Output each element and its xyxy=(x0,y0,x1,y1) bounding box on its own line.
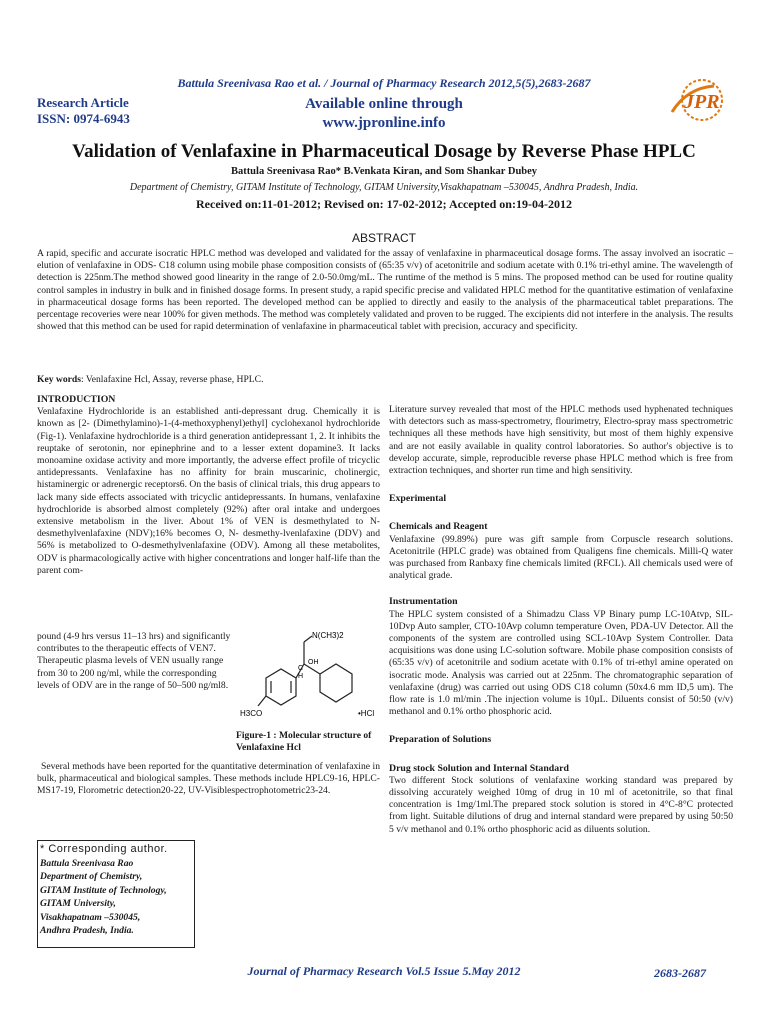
instrumentation-paragraph: The HPLC system consisted of a Shimadzu Class VP Binary pump LC-10Atvp, SIL-10Dvp Auto sampler, CTO-10Avp column temperature Oven, PDA-UV Detector. All the components of the system are controlled using SCL-10Avp System Controller. Data acquisitions was done using LC-solution software. Mobile phase composition consists of (65:35 v/v) of acetonitrile and sodium acetate with 0.1% of tri-ethyl amine operated on isocratic mode. Analysis was carried out at 225nm. The chromatographic separation of venlafaxine (drug) was carried out using ODS C18 column (50x4.6 mm ID,5 um). The flow rate is 1.0 ml/min .The injection volume is 10µL. Diluents consist of 50:50 (v/v) methanol and 0.1% ortho phosphoric acid. xyxy=(389,608,733,718)
methods-review-paragraph: Several methods have been reported for the quantitative determination of venlafaxine in bulk, pharmaceutical and biological samples. These methods include HPLC9-16, HPLC-MS17-19, Florometric detection20-22, UV-Visiblespectrophotometric23-24. xyxy=(37,761,380,797)
corr-line: GITAM Institute of Technology, xyxy=(40,884,167,896)
abstract-text: A rapid, specific and accurate isocratic HPLC method was developed and validated for the assay of venlafaxine in pharmaceutical dosage forms. The assay involved an isocratic – elution of venlafaxine in ODS- C18 column using mobile phase composition consists of (65:35 v/v) of acetonitrile and sodium acetate with 0.1% tri-ethyl amine. The wavelength of detection is 225nm.The method showed good linearity in the range of 2.0-50.0mg/mL. The runtime of the method is 5 mins. The proposed method can be used for routine quality control samples in industry in bulk and in finished dosage forms. In present study, a rapid specific precise and validated HPLC method for the quantitative estimation of venlafaxine in pharmaceutical dosage forms has been reported. The developed method can be applied to directly and easily to the analysis of the pharmaceutical tablet preparations. The percentage recoveries were near 100% for given methods. The method was completely validated and proven to be rugged. The excipients did not interfere in the analysis. The results showed that this method can be used for rapid determination of venlafaxine in pharmaceutical tablet with precision, accuracy and specificity. xyxy=(37,248,733,333)
fig-label-hcl: •HCl xyxy=(358,709,375,718)
journal-url[interactable]: www.jpronline.info xyxy=(322,115,446,131)
keywords-text: : Venlafaxine Hcl, Assay, reverse phase, HPLC. xyxy=(80,374,264,385)
literature-paragraph: Literature survey revealed that most of the HPLC methods used hyphenated techniques with detectors such as mass-spectrometry, flourimetry, Electro-spray mass spectrometric techniques all these methods have high sensitivity, but most of them highly expensive and are not easily available in quality control laboratories. So author's objective is to develop accurate, simple, reproducible reverse phase HPLC method which is free from extraction techniques, and shorter run time and high sensitivity. xyxy=(389,404,733,477)
logo-text: JPR xyxy=(684,91,720,113)
issn: ISSN: 0974-6943 xyxy=(37,111,130,126)
stock-paragraph: Two different Stock solutions of venlafaxine working standard was prepared by dissolving accurately weighed 10mg of drug in 10 ml of acetonitrile, so that final concentration is 1mg/1ml.The prepared stock solution is stored in 4°C-8°C protected from light. Suitable dilutions of drug and internal standard were prepared by using 50:50 5 v/v methanol and 0.1% ortho phosphoric acid as diluents solution. xyxy=(389,774,733,835)
footer-journal: Journal of Pharmacy Research Vol.5 Issue 5.May 2012 xyxy=(247,964,521,978)
corresponding-title: * Corresponding author. xyxy=(40,843,168,855)
corr-line: Battula Sreenivasa Rao xyxy=(40,857,134,869)
preparation-heading: Preparation of Solutions xyxy=(389,734,492,746)
intro-paragraph: Venlafaxine Hydrochloride is an established anti-depressant drug. Chemically it is known as [2- (Dimethylamino)-1-(4-methoxyphenyl)ethyl] cyclohexanol hydrochloride (Fig-1). Venlafaxine hydrochloride is a third generation antidepressant 1, 2. It inhibits the reuptake of serotonin, nor epinephrine and to a lesser extent dopamine3. It lacks monoamine oxidase activity and more importantly, the adverse effect profile of tricyclic antidepressants. Venlafaxine has no affinity for brain muscarinic, cholinergic, histaminergic or adrenergic receptors6. On the basis of clinical trials, this drug appears to lack many side effects associated with tricyclic antidepressants. In humans, venlafaxine hydrochloride is absorbed almost completely (92%) after oral intake and undergoes extensive metabolism in the liver. About 1% of VEN is desmethylated to N-desmethylvenlafaxine (NDV);16% becomes O, N- desmethy-lvenlafaxine (DDV) and 56% is metabolized to O-desmethylvenlafaxine (ODV). Among all these metabolites, ODV is pharmacologically active with higher concentrations and longer half-life than the parent com- xyxy=(37,406,380,576)
footer-pages: 2683-2687 xyxy=(654,966,706,980)
running-head: Battula Sreenivasa Rao et al. / Journal of Pharmacy Research 2012,5(5),2683-2687 xyxy=(177,76,591,90)
instrumentation-heading: Instrumentation xyxy=(389,596,458,608)
paper-title: Validation of Venlafaxine in Pharmaceutical Dosage by Reverse Phase HPLC xyxy=(72,141,696,162)
fig-label-c: C xyxy=(298,665,304,672)
available-online: Available online through xyxy=(305,96,463,112)
received-dates: Received on:11-01-2012; Revised on: 17-02-2012; Accepted on:19-04-2012 xyxy=(196,197,572,211)
figure-caption: Figure-1 : Molecular structure of Venlafaxine Hcl xyxy=(236,730,372,753)
availability-block xyxy=(0,95,768,133)
jpr-logo xyxy=(662,78,732,126)
venlafaxine-structure-figure xyxy=(236,628,382,730)
intro-section xyxy=(37,394,380,577)
corr-line: GITAM University, xyxy=(40,898,116,909)
corresponding-author-box xyxy=(37,840,195,948)
fig-label-h: H xyxy=(298,673,304,680)
chemicals-heading: Chemicals and Reagent xyxy=(389,521,488,533)
right-column xyxy=(389,404,733,836)
intro-heading: INTRODUCTION xyxy=(37,394,116,405)
fig-label-och3: H3CO xyxy=(240,709,263,718)
article-type: Research Article xyxy=(37,95,129,110)
intro-wrap-paragraph: pound (4-9 hrs versus 11–13 hrs) and significantly contributes to the therapeutic effects of VEN7. Therapeutic plasma levels of VEN usually range from 30 to 200 ng/ml, while the corresponding levels of ODV are in the range of 50–500 ng/ml8. xyxy=(37,631,231,691)
affiliation: Department of Chemistry, GITAM Institute of Technology, GITAM University,Visakhapatnam –530045, Andhra Pradesh, India. xyxy=(129,182,639,193)
corr-line: Andhra Pradesh, India. xyxy=(40,925,134,936)
abstract-heading: ABSTRACT xyxy=(351,231,416,245)
chemicals-paragraph: Venlafaxine (99.89%) pure was gift sample from Corpuscle research solutions. Acetonitrile (HPLC grade) was obtained from Qualigens fine chemicals. Milli-Q water was purchased from Ranbaxy fine chemicals limited (RFCL). All chemicals used were of analytical grade. xyxy=(389,533,733,582)
corr-line: Department of Chemistry, xyxy=(40,871,143,882)
cyclohexane-ring xyxy=(320,664,352,702)
fig-label-oh: OH xyxy=(308,659,319,666)
fig-label-nme2: N(CH3)2 xyxy=(312,631,344,640)
authors: Battula Sreenivasa Rao* B.Venkata Kiran, and Som Shankar Dubey xyxy=(230,166,538,177)
corr-line: Visakhapatnam –530045, xyxy=(40,911,141,923)
experimental-heading: Experimental xyxy=(389,493,447,505)
stock-heading: Drug stock Solution and Internal Standard xyxy=(389,762,569,774)
keywords xyxy=(37,374,263,385)
keywords-label: Key words xyxy=(37,374,81,385)
